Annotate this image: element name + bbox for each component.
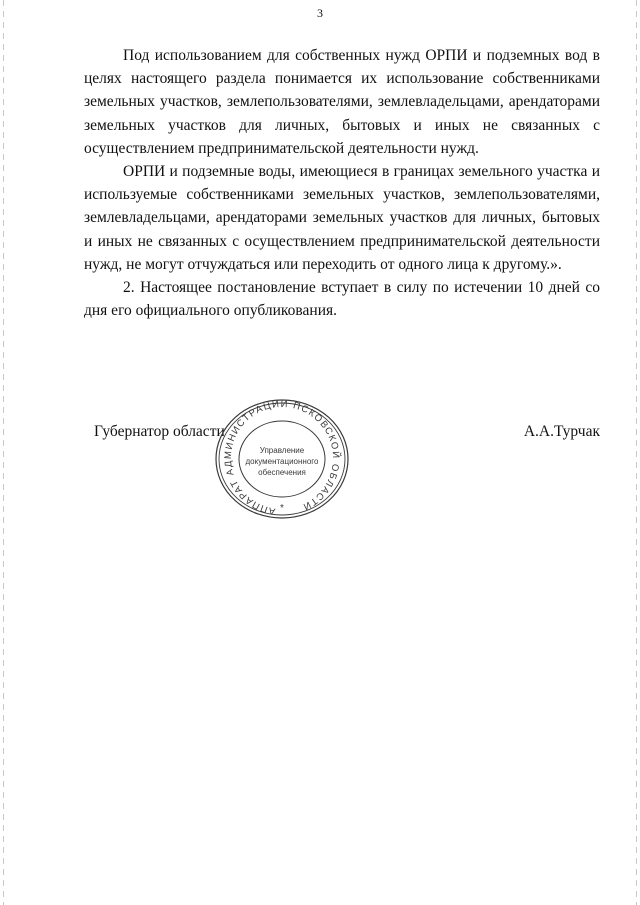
paragraph-effective-date: 2. Настоящее постановление вступает в силу по истечении 10 дней со дня его официального опубликования. [84, 279, 600, 320]
document-body [84, 44, 600, 322]
stamp-graphic [212, 396, 352, 522]
official-stamp [212, 396, 352, 522]
signer-name: А.А.Турчак [523, 423, 600, 440]
stamp-star: * [280, 503, 284, 514]
stamp-inner-line-3: обеспечения [258, 468, 306, 477]
stamp-outer-text: АППАРАТ АДМИНИСТРАЦИИ ПСКОВСКОЙ ОБЛАСТИ [222, 398, 342, 517]
page-number: 3 [317, 6, 323, 20]
signer-title: Губернатор области [94, 423, 225, 440]
scan-edge-right [636, 0, 637, 905]
paragraph-non-transferable: ОРПИ и подземные воды, имеющиеся в границах земельного участка и используемые собственниками земельных участков, землепользователями, землевладельцами, арендаторами земельных участков для личных, бытовых и иных не связанных с осуществлением предпринимательской деятельности нужд, не могут отчуждаться или переходить от одного лица к другому.». [84, 163, 600, 273]
paragraph-own-needs-definition: Под использованием для собственных нужд ОРПИ и подземных вод в целях настоящего раздела понимается их использование собственниками земельных участков, землепользователями, землевладельцами, арендаторами земельных участков для личных, бытовых и иных не связанных с осуществлением предпринимательской деятельности нужд. [84, 47, 600, 157]
stamp-inner-line-2: документационного [245, 457, 319, 466]
stamp-inner-line-1: Управление [259, 446, 305, 455]
scan-edge-left [3, 0, 4, 905]
